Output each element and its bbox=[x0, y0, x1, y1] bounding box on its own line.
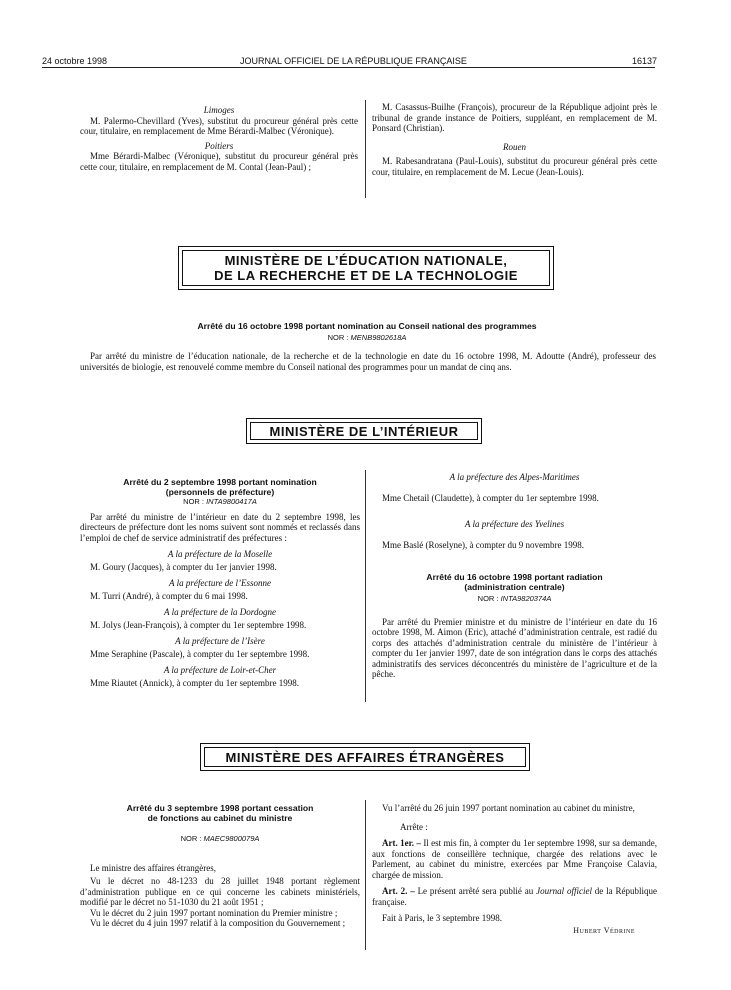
nor-label: NOR : bbox=[477, 594, 499, 603]
ministry-title-line2: DE LA RECHERCHE ET DE LA TECHNOLOGIE bbox=[214, 268, 518, 283]
nomination-entry: M. Jolys (Jean-François), à compter du 1er septembre 1998. bbox=[90, 619, 307, 630]
article-label: Art. 1er. – bbox=[382, 838, 421, 848]
prefecture-heading: A la préfecture de la Dordogne bbox=[164, 607, 276, 617]
nor-reference bbox=[80, 333, 654, 344]
ministry-title: MINISTÈRE DE L’INTÉRIEUR bbox=[269, 424, 459, 439]
page-number: 16137 bbox=[632, 56, 658, 66]
prefecture-heading: A la préfecture de l’Essonne bbox=[169, 578, 271, 588]
arrete-body bbox=[80, 351, 656, 372]
nor-code: MAEC9800079A bbox=[203, 834, 260, 843]
article-text: Le présent arrêté sera publié au bbox=[417, 886, 537, 896]
arrete-text: Par arrêté du Premier ministre et du ministre de l’intérieur en date du 16 octobre 1998, M. Aimon (Eric), attaché d’administration centrale, est radié du corps des attachés d’administration centrale du ministère de l’intérieur à compter du 1er janvier 1997, date de son intégration dans le corps des attachés administratifs des services déconcentrés du ministère de l’agriculture et de la pêche. bbox=[372, 616, 657, 679]
nor-label: NOR : bbox=[183, 497, 204, 506]
place-heading: Rouen bbox=[503, 141, 526, 152]
arrete-title-line1: Arrêté du 3 septembre 1998 portant cessation bbox=[126, 803, 314, 813]
decree-preamble: Le ministre des affaires étrangères, bbox=[90, 862, 217, 873]
article-1 bbox=[372, 838, 657, 880]
ministry-box-interieur bbox=[246, 418, 482, 444]
interieur-left-column bbox=[80, 477, 360, 688]
article-label: Art. 2. – bbox=[382, 886, 415, 896]
prefecture-heading: A la préfecture des Alpes-Maritimes bbox=[449, 472, 580, 482]
decree-visa: Vu le décret du 4 juin 1997 relatif à la composition du Gouvernement ; bbox=[90, 918, 346, 928]
top-left-column bbox=[80, 105, 358, 172]
nor-code: MENB9802618A bbox=[350, 333, 407, 342]
appointment-text: Mme Bérardi-Malbec (Véronique), substitut du procureur général près cette cour, titulaire, en remplacement de M. Contal (Jean-Paul) ; bbox=[80, 151, 358, 172]
decree-arrete: Arrête : bbox=[400, 821, 428, 832]
nor-reference bbox=[372, 594, 657, 605]
place-heading: Poitiers bbox=[204, 140, 234, 151]
nomination-entry: M. Turri (André), à compter du 6 mai 1998. bbox=[90, 590, 248, 601]
ministry-title: MINISTÈRE DES AFFAIRES ÉTRANGÈRES bbox=[225, 750, 505, 765]
nor-label: NOR : bbox=[327, 333, 349, 342]
column-divider bbox=[365, 470, 366, 702]
journal-officiel-ref: Journal officiel bbox=[536, 886, 592, 896]
arrete-intro: Par arrêté du ministre de l’intérieur en date du 2 septembre 1998, les directeurs de préfecture dont les noms suivent sont nommés et reclassés dans l’emploi de chef de service administratif des préfectures : bbox=[80, 511, 360, 543]
prefecture-heading: A la préfecture des Yvelines bbox=[464, 519, 565, 529]
ministry-title-line1: MINISTÈRE DE L’ÉDUCATION NATIONALE, bbox=[224, 253, 508, 268]
interieur-right-column bbox=[372, 472, 657, 680]
ministry-box-education bbox=[178, 246, 554, 290]
header-rule bbox=[42, 67, 655, 68]
affaires-right-column bbox=[372, 803, 657, 936]
article-2 bbox=[372, 886, 657, 907]
nor-label: NOR : bbox=[180, 834, 202, 843]
nomination-entry: Mme Chetail (Claudette), à compter du 1er septembre 1998. bbox=[382, 492, 599, 503]
column-divider bbox=[365, 100, 366, 198]
decree-visa: Vu l’arrêté du 26 juin 1997 portant nomination au cabinet du ministre, bbox=[382, 803, 635, 813]
arrete-text: Par arrêté du ministre de l’éducation nationale, de la recherche et de la technologie en date du 16 octobre 1998, M. Adoutte (André), professeur des universités de biologie, est renouvelé comme membre du Conseil national des programmes pour un mandat de cinq ans. bbox=[80, 351, 656, 372]
nomination-entry: Mme Riautet (Annick), à compter du 1er septembre 1998. bbox=[90, 677, 299, 688]
journal-title: JOURNAL OFFICIEL DE LA RÉPUBLIQUE FRANÇAISE bbox=[240, 56, 467, 66]
arrete-title-line1: Arrêté du 16 octobre 1998 portant radiation bbox=[426, 572, 603, 582]
article-text: Il est mis fin, à compter du 1er septembre 1998, sur sa demande, aux fonctions de conseillère technique, chargée des relations avec le Parlement, au cabinet du ministre, exercées par Mme Françoise Calavia, chargée de mission. bbox=[372, 838, 658, 880]
article-text: de la République française. bbox=[372, 886, 657, 907]
top-right-column bbox=[372, 102, 657, 177]
appointment-text: M. Rabesandratana (Paul-Louis), substitut du procureur général près cette cour, titulaire, en remplacement de M. Lecue (Jean-Louis). bbox=[372, 156, 657, 177]
appointment-text: M. Casassus-Builhe (François), procureur de la République adjoint près le tribunal de grande instance de Poitiers, suppléant, en remplacement de M. Ponsard (Christian). bbox=[372, 102, 657, 133]
column-divider bbox=[365, 800, 366, 950]
arrete-title-line2: (personnels de préfecture) bbox=[165, 487, 275, 497]
prefecture-heading: A la préfecture de Loir-et-Cher bbox=[163, 665, 277, 675]
arrete-title-line2: (administration centrale) bbox=[464, 582, 565, 592]
nomination-entry: M. Goury (Jacques), à compter du 1er janvier 1998. bbox=[90, 561, 277, 572]
arrete-title-line2: de fonctions au cabinet du ministre bbox=[147, 813, 293, 823]
fait-a-paris: Fait à Paris, le 3 septembre 1998. bbox=[382, 913, 502, 923]
prefecture-heading: A la préfecture de l’Isère bbox=[175, 636, 265, 646]
prefecture-heading: A la préfecture de la Moselle bbox=[167, 549, 273, 559]
arrete-title-line1: Arrêté du 2 septembre 1998 portant nomination bbox=[123, 477, 317, 487]
nor-code: INTA9820374A bbox=[500, 594, 552, 603]
arrete-title: Arrêté du 16 octobre 1998 portant nomination au Conseil national des programmes bbox=[197, 321, 537, 331]
nomination-entry: Mme Baslé (Roselyne), à compter du 9 novembre 1998. bbox=[382, 539, 584, 550]
decree-visa: Vu le décret du 2 juin 1997 portant nomination du Premier ministre ; bbox=[90, 907, 338, 918]
ministry-box-affaires-etrangeres bbox=[200, 743, 530, 771]
signature: Hubert Védrine bbox=[573, 925, 635, 935]
nor-code: INTA9800417A bbox=[206, 497, 257, 506]
header-date: 24 octobre 1998 bbox=[42, 56, 108, 66]
nor-reference bbox=[80, 497, 360, 508]
nomination-entry: Mme Seraphine (Pascale), à compter du 1er septembre 1998. bbox=[90, 648, 310, 659]
nor-reference bbox=[80, 834, 360, 845]
appointment-text: M. Palermo-Chevillard (Yves), substitut du procureur général près cette cour, titulaire, en remplacement de Mme Bérardi-Malbec (Véronique). bbox=[80, 115, 358, 136]
decree-visa: Vu le décret no 48-1233 du 28 juillet 1948 portant règlement d’administration publique en ce qui concerne les cabinets ministériels, modifié par le décret no 51-1030 du 21 août 1951 ; bbox=[80, 876, 360, 907]
place-heading: Limoges bbox=[203, 105, 235, 115]
affaires-left-column bbox=[80, 803, 360, 929]
